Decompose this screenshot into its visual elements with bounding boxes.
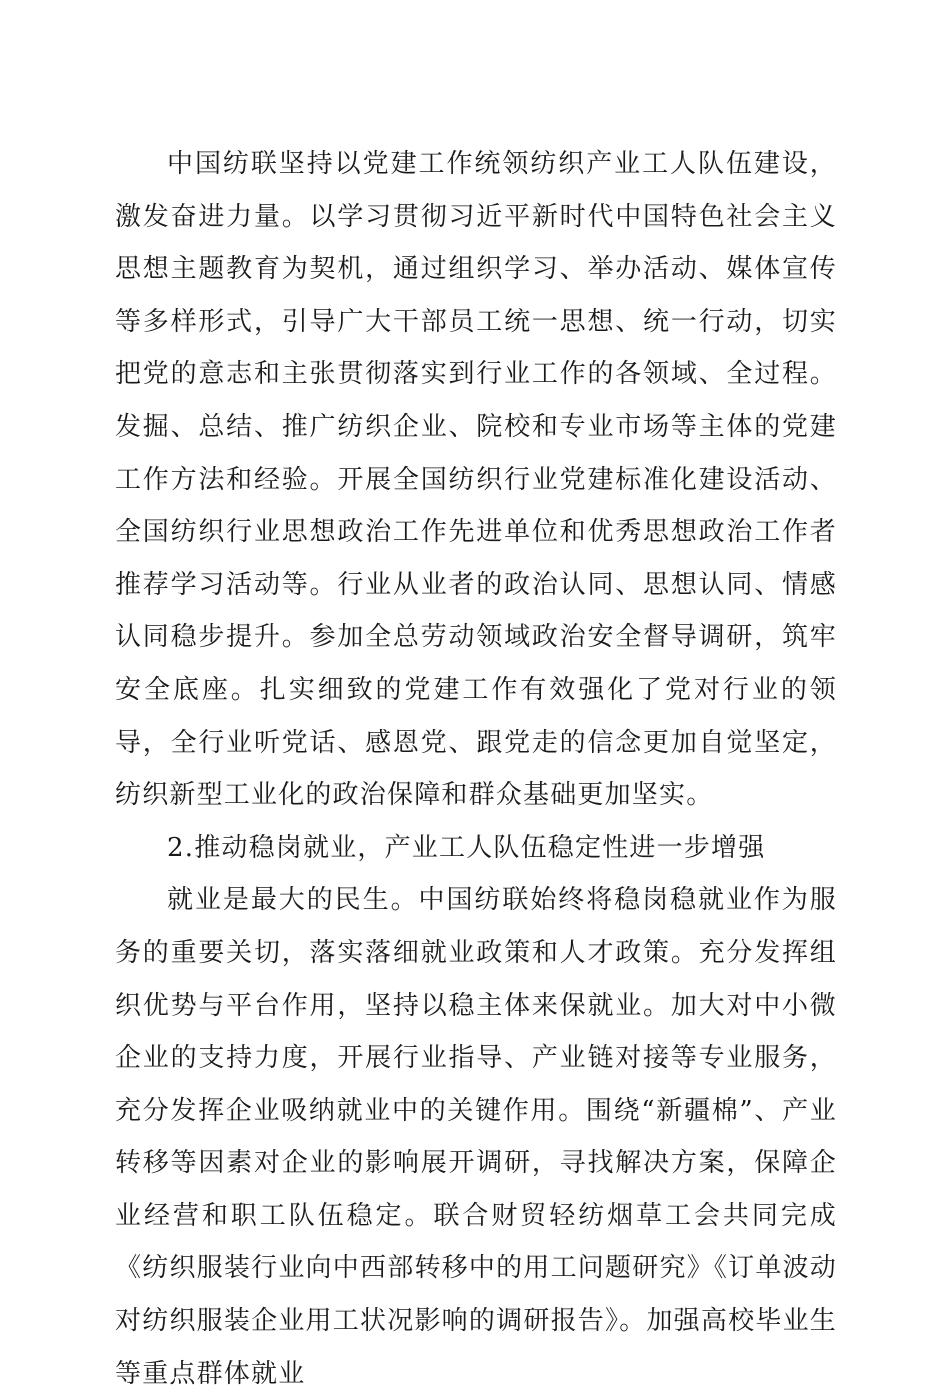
section-heading-employment: 2.推动稳岗就业，产业工人队伍稳定性进一步增强 (167, 832, 766, 863)
document-body (115, 138, 837, 1400)
paragraph-employment: 就业是最大的民生。中国纺联始终将稳岗稳就业作为服务的重要关切，落实落细就业政策和人才政策。充分发挥组织优势与平台作用，坚持以稳主体来保就业。加大对中小微企业的支持力度，开展行业指导、产业链对接等专业服务，充分发挥企业吸纳就业中的关键作用。围绕“新疆棉”、产业转移等因素对企业的影响展开调研，寻找解决方案，保障企业经营和职工队伍稳定。联合财贸轻纺烟草工会共同完成《纺织服装行业向中西部转移中的用工问题研究》《订单波动对纺织服装企业用工状况影响的调研报告》。加强高校毕业生等重点群体就业 (115, 885, 837, 1389)
paragraph-party-building: 中国纺联坚持以党建工作统领纺织产业工人队伍建设，激发奋进力量。以学习贯彻习近平新时代中国特色社会主义思想主题教育为契机，通过组织学习、举办活动、媒体宣传等多样形式，引导广大干部员工统一思想、统一行动，切实把党的意志和主张贯彻落实到行业工作的各领域、全过程。发掘、总结、推广纺织企业、院校和专业市场等主体的党建工作方法和经验。开展全国纺织行业党建标准化建设活动、全国纺织行业思想政治工作先进单位和优秀思想政治工作者推荐学习活动等。行业从业者的政治认同、思想认同、情感认同稳步提升。参加全总劳动领域政治安全督导调研，筑牢安全底座。扎实细致的党建工作有效强化了党对行业的领导，全行业听党话、感恩党、跟党走的信念更加自觉坚定，纺织新型工业化的政治保障和群众基础更加坚实。 (115, 149, 837, 811)
